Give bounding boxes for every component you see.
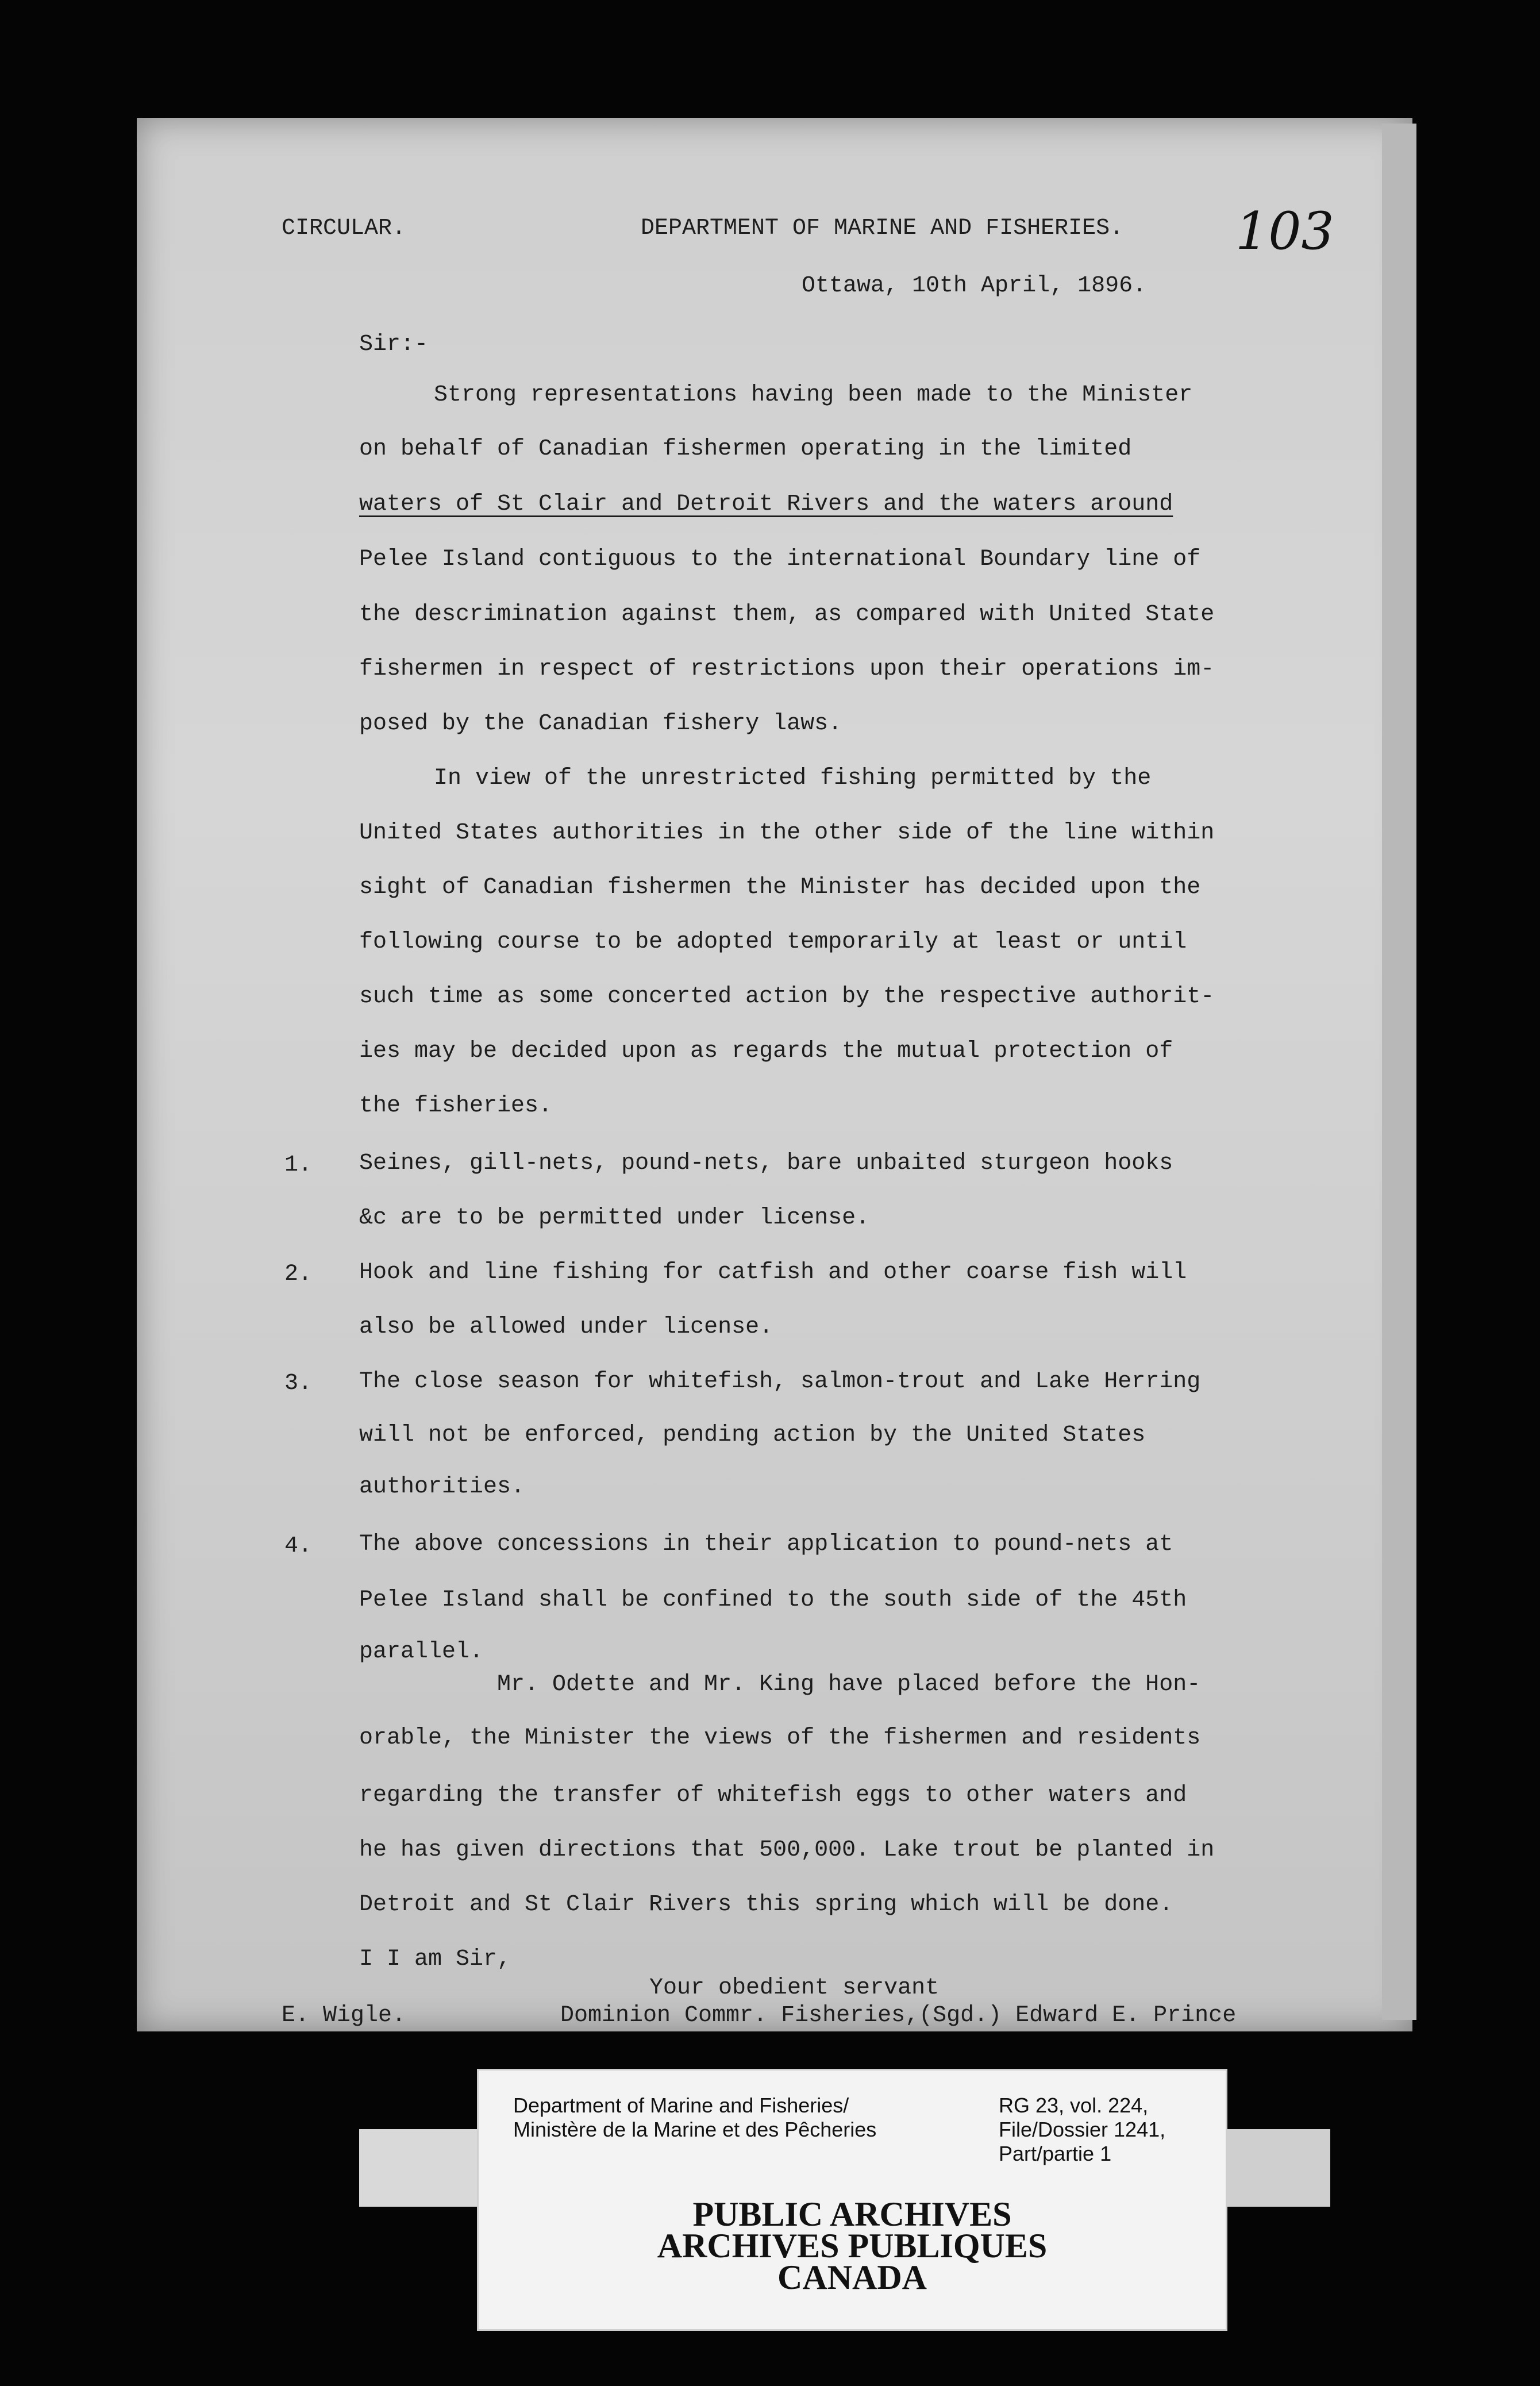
archives-french: ARCHIVES PUBLIQUES bbox=[657, 2227, 1048, 2265]
date-line: Ottawa, 10th April, 1896. bbox=[802, 273, 1147, 299]
department-title: DEPARTMENT OF MARINE AND FISHERIES. bbox=[641, 215, 1124, 241]
ref-file: File/Dossier 1241, bbox=[999, 2118, 1166, 2141]
p1-line: on behalf of Canadian fishermen operating in the limited bbox=[359, 436, 1132, 462]
page-number-handwritten: 103 bbox=[1235, 201, 1334, 261]
cc-name: E. Wigle. bbox=[282, 2003, 406, 2029]
item-number: 4. bbox=[284, 1533, 313, 1559]
p1-line: posed by the Canadian fishery laws. bbox=[359, 711, 842, 737]
item-line: &c are to be permitted under license. bbox=[359, 1205, 870, 1231]
p1-line: waters of St Clair and Detroit Rivers and the waters around bbox=[359, 491, 1173, 517]
item-number: 2. bbox=[284, 1261, 313, 1287]
p1-line: fishermen in respect of restrictions upon their operations im- bbox=[359, 656, 1215, 682]
p2-line: sight of Canadian fishermen the Minister has decided upon the bbox=[359, 875, 1201, 900]
salutation: Sir:- bbox=[359, 332, 429, 357]
dept-french: Ministère de la Marine et des Pêcheries bbox=[513, 2118, 877, 2141]
p3-line: regarding the transfer of whitefish eggs to other waters and bbox=[359, 1783, 1187, 1808]
p1-line: Strong representations having been made to the Minister bbox=[434, 382, 1193, 408]
item-line: Seines, gill-nets, pound-nets, bare unbaited sturgeon hooks bbox=[359, 1150, 1173, 1176]
label-tape-right bbox=[1215, 2129, 1330, 2207]
item-line: authorities. bbox=[359, 1474, 525, 1500]
item-line: Pelee Island shall be confined to the south side of the 45th bbox=[359, 1587, 1187, 1613]
item-number: 3. bbox=[284, 1371, 313, 1396]
p2-line: the fisheries. bbox=[359, 1093, 553, 1119]
item-line: Hook and line fishing for catfish and other coarse fish will bbox=[359, 1260, 1187, 1286]
archives-english: PUBLIC ARCHIVES bbox=[692, 2195, 1012, 2233]
p2-line: ies may be decided upon as regards the mutual protection of bbox=[359, 1038, 1173, 1064]
archives-country: CANADA bbox=[777, 2258, 927, 2296]
p3-line: Detroit and St Clair Rivers this spring which will be done. bbox=[359, 1892, 1173, 1918]
item-number: 1. bbox=[284, 1152, 313, 1178]
p2-line: following course to be adopted temporarily at least or until bbox=[359, 929, 1187, 955]
ref-part: Part/partie 1 bbox=[999, 2142, 1112, 2165]
item-line: The above concessions in their application to pound-nets at bbox=[359, 1531, 1173, 1557]
p3-line: orable, the Minister the views of the fishermen and residents bbox=[359, 1725, 1201, 1751]
item-line: The close season for whitefish, salmon-trout and Lake Herring bbox=[359, 1369, 1201, 1395]
closing: I I am Sir, bbox=[359, 1946, 511, 1972]
item-line: also be allowed under license. bbox=[359, 1314, 773, 1340]
p1-line: the descrimination against them, as compared with United State bbox=[359, 602, 1215, 628]
p3-line: Mr. Odette and Mr. King have placed before the Hon- bbox=[497, 1672, 1201, 1698]
archive-label bbox=[477, 2069, 1227, 2331]
p1-line: Pelee Island contiguous to the international Boundary line of bbox=[359, 547, 1201, 572]
item-line: will not be enforced, pending action by the United States bbox=[359, 1422, 1146, 1448]
page-edge bbox=[1382, 124, 1416, 2020]
label-tape-left bbox=[359, 2129, 486, 2207]
p2-line: United States authorities in the other side of the line within bbox=[359, 820, 1215, 846]
circular-label: CIRCULAR. bbox=[282, 215, 406, 241]
p2-line: such time as some concerted action by the respective authorit- bbox=[359, 984, 1215, 1010]
p3-line: he has given directions that 500,000. Lake trout be planted in bbox=[359, 1837, 1215, 1863]
signature-line: Dominion Commr. Fisheries,(Sgd.) Edward E. Prince bbox=[560, 2003, 1237, 2029]
valediction: Your obedient servant bbox=[649, 1975, 940, 2001]
p2-line: In view of the unrestricted fishing permitted by the bbox=[434, 765, 1152, 791]
item-line: parallel. bbox=[359, 1639, 484, 1665]
dept-english: Department of Marine and Fisheries/ bbox=[513, 2093, 849, 2117]
ref-rg: RG 23, vol. 224, bbox=[999, 2093, 1149, 2117]
